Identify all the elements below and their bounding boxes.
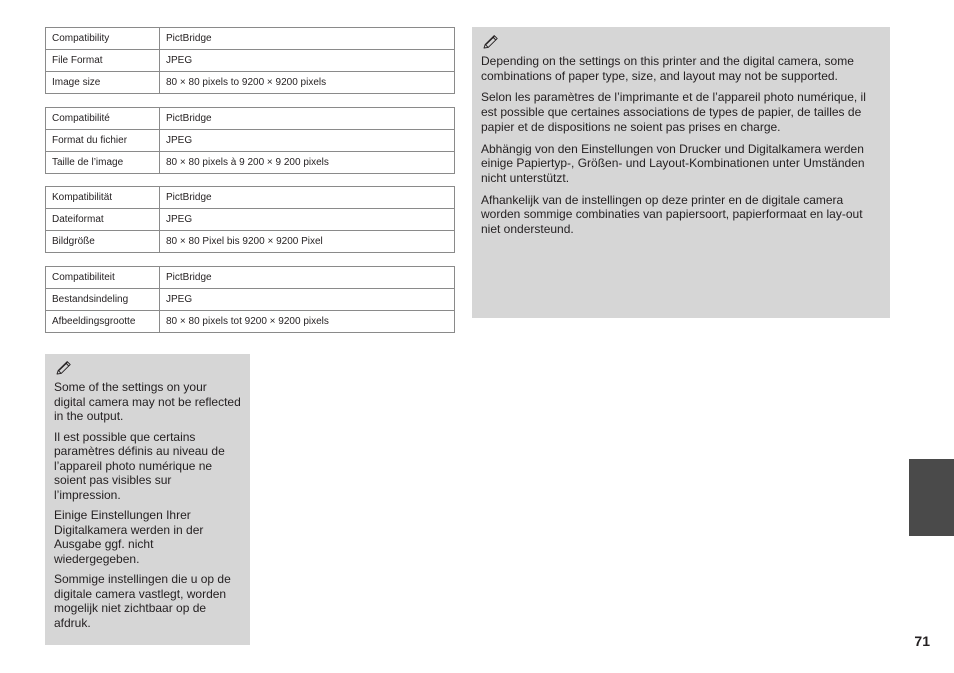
spec-value: 80 × 80 pixels tot 9200 × 9200 pixels xyxy=(160,311,455,333)
spec-label: Format du fichier xyxy=(46,130,160,152)
spec-label: Bildgröße xyxy=(46,231,160,253)
spec-label: Image size xyxy=(46,72,160,94)
spec-label: Compatibility xyxy=(46,28,160,50)
spec-value: JPEG xyxy=(160,130,455,152)
spec-table-german xyxy=(45,186,455,253)
note-box-output xyxy=(45,354,250,645)
table-row xyxy=(46,231,455,253)
spec-label: Compatibiliteit xyxy=(46,267,160,289)
note-paragraph: Il est possible que certains paramètres définis au niveau de l’appareil photo numérique ne soient pas visibles sur l’impression. xyxy=(54,429,225,502)
spec-value: 80 × 80 pixels à 9 200 × 9 200 pixels xyxy=(160,152,455,174)
table-row xyxy=(46,28,455,50)
spec-value: PictBridge xyxy=(160,267,455,289)
spec-label: Dateiformat xyxy=(46,209,160,231)
spec-value: PictBridge xyxy=(160,187,455,209)
spec-label: Bestandsindeling xyxy=(46,289,160,311)
table-row xyxy=(46,187,455,209)
table-row xyxy=(46,311,455,333)
spec-label: Compatibilité xyxy=(46,108,160,130)
spec-value: JPEG xyxy=(160,289,455,311)
spec-value: PictBridge xyxy=(160,28,455,50)
spec-value: JPEG xyxy=(160,50,455,72)
table-row xyxy=(46,130,455,152)
page-number: 71 xyxy=(914,633,930,649)
note-paragraph: Some of the settings on your digital camera may not be reflected in the output. xyxy=(54,380,241,423)
note-box-camera-settings xyxy=(472,27,890,318)
spec-value: 80 × 80 pixels to 9200 × 9200 pixels xyxy=(160,72,455,94)
note-paragraph: Selon les paramètres de l’imprimante et de l’appareil photo numérique, il est possible que certaines associations de types de papier, de tailles de papier et de dispositions ne soient pas prises en charge. xyxy=(481,90,866,134)
note-paragraph: Abhängig von den Einstellungen von Drucker und Digitalkamera werden einige Papiertyp-, Größen- und Layout-Kombinationen unter Umständen nicht unterstützt. xyxy=(481,141,865,185)
spec-label: File Format xyxy=(46,50,160,72)
spec-label: Kompatibilität xyxy=(46,187,160,209)
spec-table-dutch xyxy=(45,266,455,333)
note-paragraph: Depending on the settings on this printer and the digital camera, some combinations of paper type, size, and layout may not be supported. xyxy=(481,54,854,83)
spec-table-french xyxy=(45,107,455,174)
table-row xyxy=(46,152,455,174)
table-row xyxy=(46,72,455,94)
spec-label: Taille de l’image xyxy=(46,152,160,174)
table-row xyxy=(46,267,455,289)
section-tab xyxy=(909,459,954,536)
table-row xyxy=(46,50,455,72)
table-row xyxy=(46,209,455,231)
note-paragraph: Afhankelijk van de instellingen op deze printer en de digitale camera worden sommige combinaties van papiersoort, papierformaat en lay-out niet ondersteund. xyxy=(481,192,863,237)
spec-value: PictBridge xyxy=(160,108,455,130)
table-row xyxy=(46,108,455,130)
note-paragraph: Einige Einstellungen Ihrer Digitalkamera werden in der Ausgabe ggf. nicht wiedergegeben. xyxy=(54,508,204,566)
pencil-icon xyxy=(54,360,72,376)
spec-value: JPEG xyxy=(160,209,455,231)
table-row xyxy=(46,289,455,311)
spec-value: 80 × 80 Pixel bis 9200 × 9200 Pixel xyxy=(160,231,455,253)
spec-table-english xyxy=(45,27,455,94)
spec-label: Afbeeldingsgrootte xyxy=(46,311,160,333)
note-paragraph: Sommige instellingen die u op de digitale camera vastlegt, worden mogelijk niet zichtbaar op de afdruk. xyxy=(54,572,231,630)
pencil-icon xyxy=(481,34,499,50)
